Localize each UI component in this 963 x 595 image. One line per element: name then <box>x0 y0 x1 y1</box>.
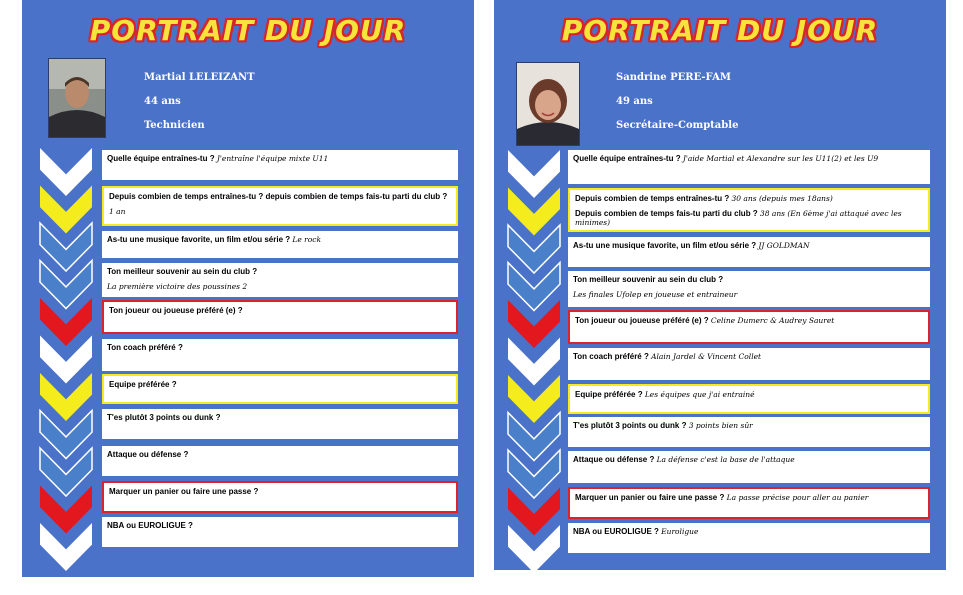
card-title: PORTRAIT DU JOUR <box>89 14 407 47</box>
question-box: Ton joueur ou joueuse préféré (e) ? Celine Dumerc & Audrey Sauret <box>568 310 930 344</box>
question-box: Equipe préférée ? <box>102 374 458 404</box>
portrait-card-right <box>494 0 946 570</box>
profile-age: 44 ans <box>144 96 181 107</box>
question-box: NBA ou EUROLIGUE ? Euroligue <box>568 523 930 553</box>
question-box: Marquer un panier ou faire une passe ? <box>102 481 458 513</box>
chevron-column <box>494 0 574 570</box>
question-box: Depuis combien de temps entraînes-tu ? depuis combien de temps fais-tu parti du club ? 1 an <box>102 186 458 226</box>
question-box: Equipe préférée ? Les équipes que j'ai entrainé <box>568 384 930 414</box>
question-box: Attaque ou défense ? La défense c'est la base de l'attaque <box>568 451 930 483</box>
question-box: NBA ou EUROLIGUE ? <box>102 517 458 547</box>
profile-info <box>616 66 738 138</box>
profile-info <box>144 66 255 138</box>
question-box: Ton coach préféré ? Alain Jardel & Vincent Collet <box>568 348 930 380</box>
question-box: Marquer un panier ou faire une passe ? La passe précise pour aller au panier <box>568 487 930 519</box>
question-box: Ton coach préféré ? <box>102 339 458 371</box>
question-box: Quelle équipe entraînes-tu ? J'entraîne l'équipe mixte U11 <box>102 150 458 180</box>
question-box: T'es plutôt 3 points ou dunk ? <box>102 409 458 439</box>
profile-role: Technicien <box>144 120 205 131</box>
question-box: Ton meilleur souvenir au sein du club ? La première victoire des poussines 2 <box>102 263 458 297</box>
portrait-card-left <box>22 0 474 577</box>
chevron-icon <box>40 148 92 196</box>
card-title: PORTRAIT DU JOUR <box>561 14 879 47</box>
question-box: Depuis combien de temps entraînes-tu ? 30 ans (depuis mes 18ans) Depuis combien de temps fais-tu parti du club ? 38 ans (En 6ème j'ai attaqué avec les minimes) <box>568 188 930 232</box>
profile-role: Secrétaire-Comptable <box>616 120 739 131</box>
profile-name: Sandrine PERE-FAM <box>616 72 731 83</box>
question-box: As-tu une musique favorite, un film et/ou série ? Le rock <box>102 231 458 258</box>
profile-name: Martial LELEIZANT <box>144 72 255 83</box>
question-box: Attaque ou défense ? <box>102 446 458 476</box>
question-box: Ton meilleur souvenir au sein du club ? Les finales Ufolep en joueuse et entraineur <box>568 271 930 307</box>
question-box: T'es plutôt 3 points ou dunk ? 3 points bien sûr <box>568 417 930 447</box>
question-box: Quelle équipe entraînes-tu ? J'aide Martial et Alexandre sur les U11(2) et les U9 <box>568 150 930 184</box>
chevron-column <box>22 0 102 577</box>
chevron-icon <box>508 150 560 198</box>
profile-age: 49 ans <box>616 96 653 107</box>
question-box: As-tu une musique favorite, un film et/ou série ? JJ GOLDMAN <box>568 237 930 267</box>
question-box: Ton joueur ou joueuse préféré (e) ? <box>102 300 458 334</box>
